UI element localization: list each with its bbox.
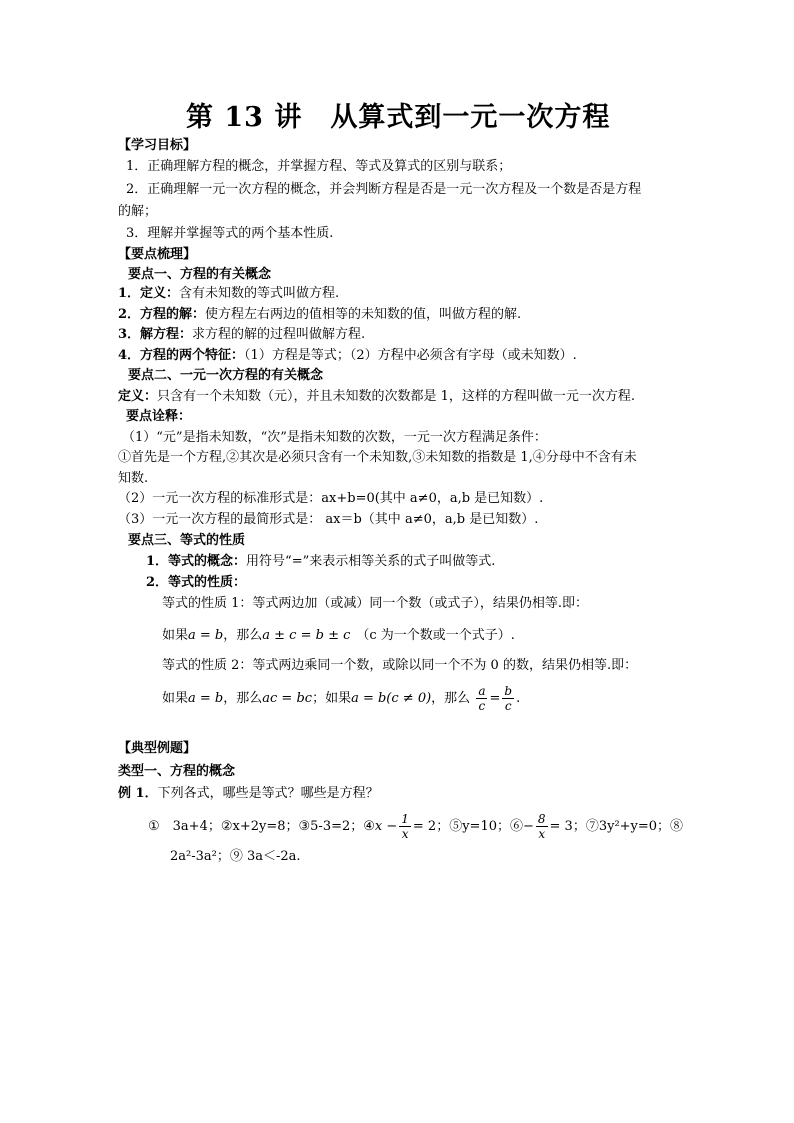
text-run: ，那么	[223, 628, 263, 643]
text-run: 如果	[162, 691, 189, 706]
numerator: a	[478, 684, 486, 698]
point-item	[118, 326, 365, 344]
formula: a ± c = b ± c	[262, 628, 351, 643]
note-line: ①首先是一个方程,②其次是必须只含有一个未知数,③未知数的指数是 1,④分母中不含有未	[118, 450, 637, 465]
point-text: 使方程左右两边的值相等的未知数的值，叫做方程的解.	[205, 307, 522, 322]
text-run: ，那么	[431, 691, 471, 706]
point-item	[118, 347, 577, 365]
denominator: c	[504, 699, 512, 713]
note-line: （2）一元一次方程的标准形式是：ax+b=0(其中 a≠0，a,b 是已知数）.	[118, 491, 544, 506]
goal-item: 1．正确理解方程的概念，并掌握方程、等式及算式的区别与联系；	[126, 159, 512, 174]
numerator: 8	[537, 812, 546, 826]
point-term: 1．定义：	[118, 286, 180, 301]
fraction	[476, 684, 487, 713]
section-heading: 要点一、方程的有关概念	[128, 267, 272, 282]
text-run: ；如果	[312, 691, 352, 706]
formula: −	[522, 819, 534, 834]
note-line: （1）“元”是指未知数，“次”是指未知数的次数，一元一次方程满足条件：	[122, 430, 547, 445]
property-2: 等式的性质 2：等式两边乘同一个数，或除以同一个不为 0 的数，结果仍相等.即：	[162, 658, 638, 673]
page-title: 第 13 讲 从算式到一元一次方程	[186, 102, 611, 133]
example-1-items-cont: 2a²-3a²；⑨ 3a＜-2a.	[170, 849, 301, 864]
point-term: 4．方程的两个特征：	[118, 348, 245, 363]
section-heading: 要点三、等式的性质	[128, 533, 246, 548]
concept-term: 1．等式的概念：	[146, 554, 247, 569]
goals-heading: 【学习目标】	[118, 138, 197, 153]
type-heading: 类型一、方程的概念	[118, 764, 236, 779]
definition-text: 只含有一个未知数（元），并且未知数的次数都是 1，这样的方程叫做一元一次方程.	[157, 389, 636, 404]
formula: a = b	[188, 628, 224, 643]
formula: = 3	[549, 819, 573, 834]
text-run: ，那么	[223, 691, 263, 706]
fraction	[502, 684, 514, 713]
example-text: 下列各式，哪些是等式？哪些是方程？	[157, 786, 379, 801]
point-text: 求方程的解的过程叫做解方程.	[192, 327, 366, 342]
property-heading: 2．等式的性质：	[146, 575, 247, 590]
numerator: b	[504, 684, 513, 698]
numerator: 1	[401, 812, 409, 826]
point-term: 3．解方程：	[118, 327, 193, 342]
text-run: .	[516, 691, 521, 706]
note-heading: 要点诠释：	[126, 409, 192, 424]
formula: a = b(c ≠ 0)	[351, 691, 432, 706]
definition	[118, 388, 635, 406]
equation-concept	[146, 553, 495, 571]
note-line: （3）一元一次方程的最简形式是： ax＝b（其中 a≠0，a,b 是已知数）.	[118, 512, 539, 527]
example-1-items	[148, 810, 683, 844]
formula: x −	[374, 819, 398, 834]
section-heading: 要点二、一元一次方程的有关概念	[128, 368, 324, 383]
point-item	[118, 306, 521, 324]
property-2-example	[162, 682, 520, 716]
formula: = 2	[412, 819, 437, 834]
point-text: （1）方程是等式；（2）方程中必须含有字母（或未知数）.	[244, 348, 577, 363]
formula: ac = bc	[262, 691, 313, 706]
point-term: 2．方程的解：	[118, 307, 206, 322]
example-1	[118, 785, 379, 803]
denominator: c	[478, 699, 486, 713]
points-heading: 【要点梳理】	[118, 247, 197, 262]
definition-term: 定义：	[118, 389, 158, 404]
denominator: x	[401, 827, 409, 841]
formula: a = b	[188, 691, 224, 706]
denominator: x	[538, 827, 546, 841]
text-run: （c 为一个数或一个式子）.	[356, 628, 515, 643]
equals-sign: =	[489, 691, 501, 706]
examples-heading: 【典型例题】	[118, 741, 197, 756]
fraction	[536, 812, 548, 841]
goal-item: 3．理解并掌握等式的两个基本性质.	[126, 226, 334, 241]
text-run: ；⑦3y²+y=0；⑧	[572, 819, 684, 834]
goal-item: 2．正确理解一元一次方程的概念，并会判断方程是否是一元一次方程及一个数是否是方程	[126, 182, 642, 197]
fraction	[399, 812, 411, 841]
concept-text: 用符号“=”来表示相等关系的式子叫做等式.	[246, 554, 496, 569]
property-1: 等式的性质 1：等式两边加（或减）同一个数（或式子），结果仍相等.即：	[162, 596, 589, 611]
goal-item: 的解；	[118, 204, 158, 219]
text-run: ；⑤y=10；⑥	[436, 819, 523, 834]
point-item	[118, 285, 339, 303]
note-line: 知数.	[118, 471, 149, 486]
text-run: ① 3a+4；②x+2y=8；③5-3=2；④	[148, 819, 375, 834]
example-label: 例 1．	[118, 786, 158, 801]
text-run: 如果	[162, 628, 189, 643]
property-1-example	[162, 627, 515, 645]
point-text: 含有未知数的等式叫做方程.	[179, 286, 340, 301]
